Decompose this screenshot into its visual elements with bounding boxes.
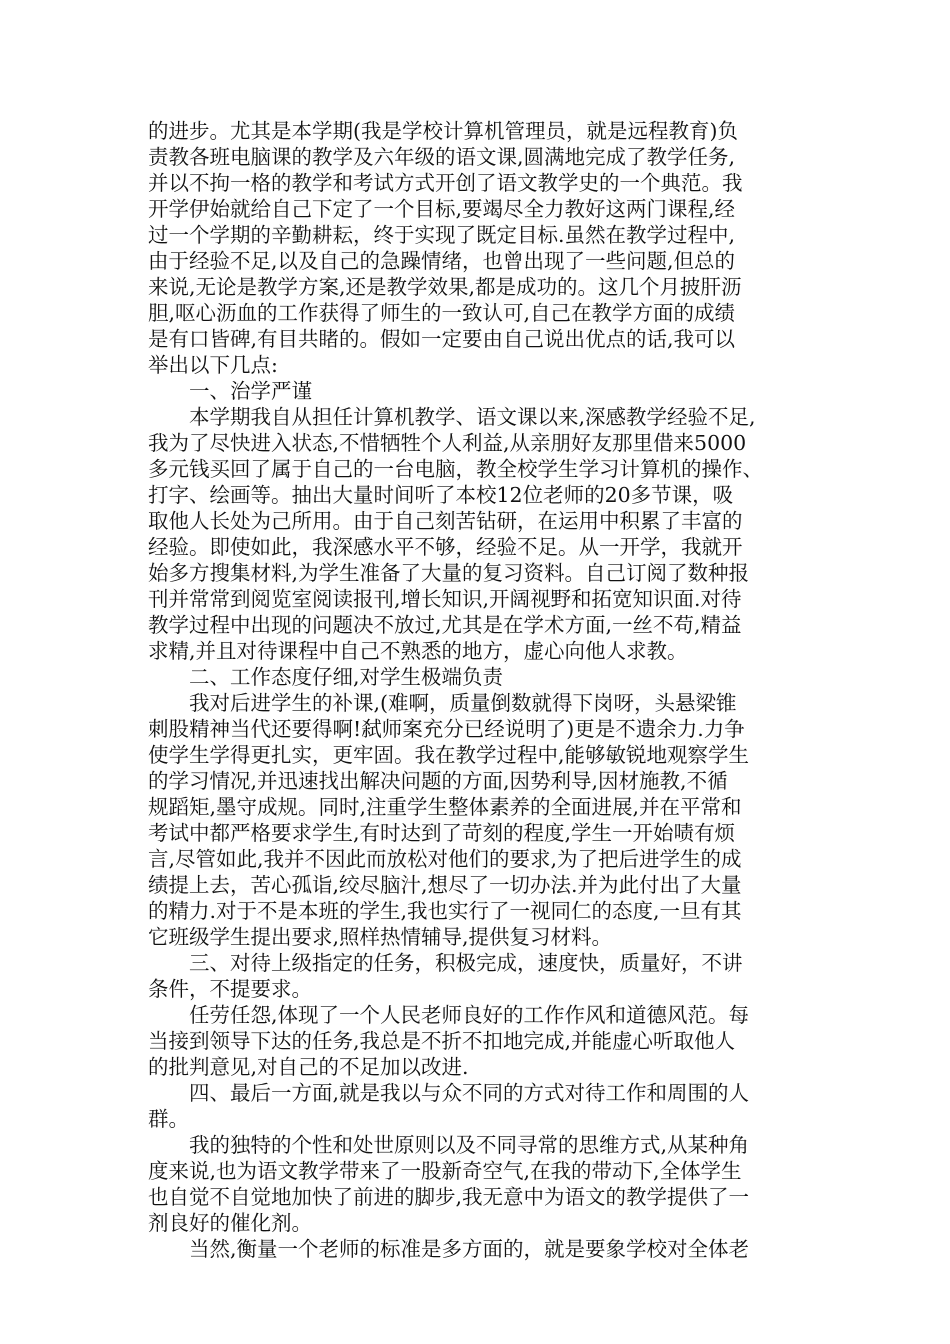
text-line: 言,尽管如此,我并不因此而放松对他们的要求,为了把后进学生的成 bbox=[148, 847, 742, 871]
heading-line: 三、对待上级指定的任务，积极完成，速度快，质量好，不讲 bbox=[148, 951, 743, 975]
paragraph-section-3 bbox=[148, 1002, 808, 1080]
text-line: 来说,无论是教学方案,还是教学效果,都是成功的。这几个月披肝沥 bbox=[148, 275, 742, 299]
text-line: 任劳任怨,体现了一个人民老师良好的工作作风和道德风范。每 bbox=[148, 1003, 750, 1027]
section-heading-4 bbox=[148, 1080, 808, 1132]
paragraph-section-4 bbox=[148, 1132, 808, 1236]
paragraph-intro bbox=[148, 118, 808, 378]
text-line: 的进步。尤其是本学期(我是学校计算机管理员，就是远程教育)负 bbox=[148, 119, 738, 143]
text-line: 由于经验不足,以及自己的急躁情绪，也曾出现了一些问题,但总的 bbox=[148, 249, 736, 273]
text-line: 举出以下几点: bbox=[148, 353, 278, 377]
text-line: 责教各班电脑课的教学及六年级的语文课,圆满地完成了教学任务, bbox=[148, 145, 736, 169]
text-line: 规蹈矩,墨守成规。同时,注重学生整体素养的全面进展,并在平常和 bbox=[148, 795, 742, 819]
text-line: 绩提上去，苦心孤诣,绞尽脑汁,想尽了一切办法.并为此付出了大量 bbox=[148, 873, 742, 897]
document-body bbox=[148, 118, 808, 1262]
text-line: 打字、绘画等。抽出大量时间听了本校12位老师的20多节课，吸 bbox=[148, 483, 734, 507]
heading-line: 四、最后一方面,就是我以与众不同的方式对待工作和周围的人 bbox=[148, 1081, 750, 1105]
heading-line: 群。 bbox=[148, 1107, 189, 1131]
text-line: 取他人长处为己所用。由于自己刻苦钻研，在运用中积累了丰富的 bbox=[148, 509, 743, 533]
paragraph-section-1 bbox=[148, 404, 808, 664]
text-line: 是有口皆碑,有目共睹的。假如一定要由自己说出优点的话,我可以 bbox=[148, 327, 736, 351]
section-heading-2 bbox=[148, 664, 808, 690]
text-line: 多元钱买回了属于自己的一台电脑，教全校学生学习计算机的操作、 bbox=[148, 457, 763, 481]
heading-line: 一、治学严谨 bbox=[148, 379, 312, 403]
text-line: 它班级学生提出要求,照样热情辅导,提供复习材料。 bbox=[148, 925, 613, 949]
text-line: 我为了尽快进入状态,不惜牺牲个人利益,从亲朋好友那里借来5000 bbox=[148, 431, 747, 455]
text-line: 并以不拘一格的教学和考试方式开创了语文教学史的一个典范。我 bbox=[148, 171, 743, 195]
text-line: 使学生学得更扎实，更牢固。我在教学过程中,能够敏锐地观察学生 bbox=[148, 743, 750, 767]
text-line: 过一个学期的辛勤耕耘，终于实现了既定目标.虽然在教学过程中, bbox=[148, 223, 736, 247]
text-line: 的精力.对于不是本班的学生,我也实行了一视同仁的态度,一旦有其 bbox=[148, 899, 742, 923]
text-line: 开学伊始就给自己下定了一个目标,要竭尽全力教好这两门课程,经 bbox=[148, 197, 736, 221]
text-line: 考试中都严格要求学生,有时达到了苛刻的程度,学生一开始啧有烦 bbox=[148, 821, 736, 845]
paragraph-closing bbox=[148, 1236, 808, 1262]
text-line: 当接到领导下达的任务,我总是不折不扣地完成,并能虚心听取他人 bbox=[148, 1029, 736, 1053]
text-line: 刺股精神当代还要得啊!弑师案充分已经说明了)更是不遗余力.力争 bbox=[148, 717, 745, 741]
section-heading-3 bbox=[148, 950, 808, 1002]
paragraph-section-2 bbox=[148, 690, 808, 950]
text-line: 刊并常常到阅览室阅读报刊,增长知识,开阔视野和拓宽知识面.对待 bbox=[148, 587, 742, 611]
section-heading-1 bbox=[148, 378, 808, 404]
text-line: 当然,衡量一个老师的标准是多方面的，就是要象学校对全体老 bbox=[148, 1237, 750, 1261]
text-line: 本学期我自从担任计算机教学、语文课以来,深感教学经验不足, bbox=[148, 405, 756, 429]
text-line: 求精,并且对待课程中自己不熟悉的地方，虚心向他人求教。 bbox=[148, 639, 688, 663]
text-line: 胆,呕心沥血的工作获得了师生的一致认可,自己在教学方面的成绩 bbox=[148, 301, 736, 325]
heading-line: 条件，不提要求。 bbox=[148, 977, 312, 1001]
text-line: 始多方搜集材料,为学生准备了大量的复习资料。自己订阅了数种报 bbox=[148, 561, 750, 585]
text-line: 也自觉不自觉地加快了前进的脚步,我无意中为语文的教学提供了一 bbox=[148, 1185, 750, 1209]
text-line: 我的独特的个性和处世原则以及不同寻常的思维方式,从某种角 bbox=[148, 1133, 750, 1157]
text-line: 我对后进学生的补课,(难啊，质量倒数就得下岗呀，头悬梁锥 bbox=[148, 691, 737, 715]
text-line: 剂良好的催化剂。 bbox=[148, 1211, 312, 1235]
text-line: 的学习情况,并迅速找出解决问题的方面,因势利导,因材施教,不循 bbox=[148, 769, 728, 793]
text-line: 的批判意见,对自己的不足加以改进. bbox=[148, 1055, 469, 1079]
text-line: 经验。即使如此，我深感水平不够，经验不足。从一开学，我就开 bbox=[148, 535, 743, 559]
text-line: 度来说,也为语文教学带来了一股新奇空气,在我的带动下,全体学生 bbox=[148, 1159, 742, 1183]
heading-line: 二、工作态度仔细,对学生极端负责 bbox=[148, 665, 504, 689]
text-line: 教学过程中出现的问题决不放过,尤其是在学术方面,一丝不苟,精益 bbox=[148, 613, 742, 637]
